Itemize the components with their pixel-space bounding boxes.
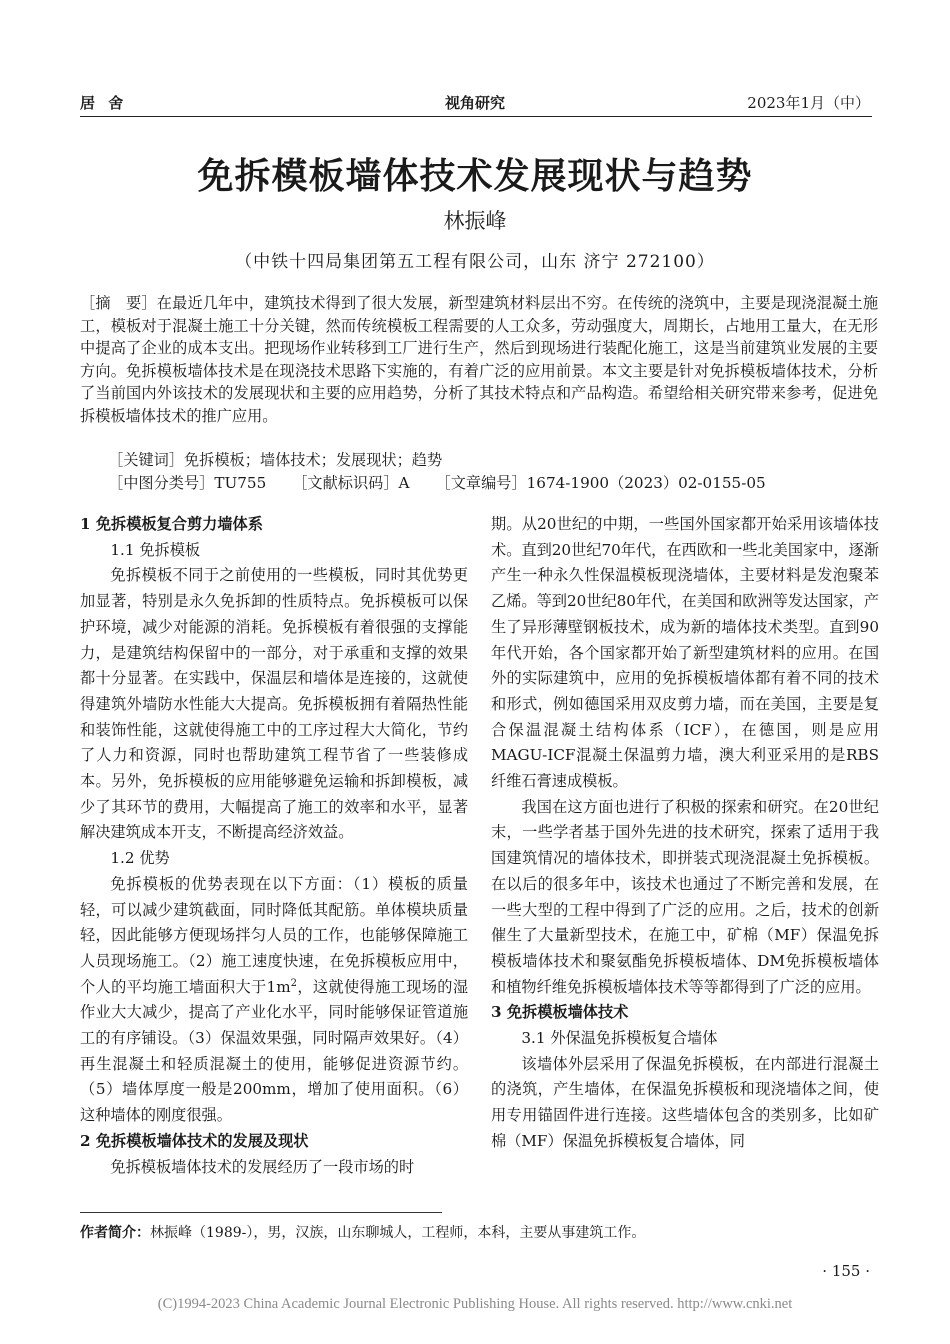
- author-name: 林振峰: [443, 209, 507, 233]
- paragraph-continued: 期。从20世纪的中期，一些国外国家都开始采用该墙体技术。直到20世纪70年代，在西欧和一些北美国家中，逐渐产生一种永久性保温模板现浇墙体，主要材料是发泡聚苯乙烯。等到20世纪80年代，在美国和欧洲等发达国家，产生了异形薄壁钢板技术，成为新的墙体技术类型。直到90年代开始，各个国家都开始了新型建筑材料的应用。在国外的实际建筑中，应用的免拆模板墙体都有着不同的技术和形式，例如德国采用双皮剪力墙，而在美国，主要是复合保温混凝土结构体系（ICF），在德国，则是应用MAGU-ICF混凝土保温剪力墙，澳大利亚采用的是RBS纤维石膏速成模板。: [491, 515, 879, 791]
- paragraph: 该墙体外层采用了保温免拆模板，在内部进行混凝土的浇筑，产生墙体，在保温免拆模板和现浇墙体之间，使用专用锚固件进行连接。这些墙体包含的类别多，比如矿棉（MF）保温免拆模板复合墙体，同: [491, 1054, 879, 1150]
- clc-value: TU755: [214, 474, 267, 492]
- doc-code-label: ［文献标识码］: [292, 474, 399, 492]
- article-number-label: ［文章编号］: [435, 474, 527, 492]
- abstract-text: 在最近几年中，建筑技术得到了很大发展，新型建筑材料层出不穷。在传统的浇筑中，主要是现浇混凝土施工，模板对于混凝土施工十分关键，然而传统模板工程需要的人工众多，劳动强度大，周期长，占地用工量大，在无形中提高了企业的成本支出。把现场作业转移到工厂进行生产，然后到现场进行装配化施工，这是当前建筑业发展的主要方向。免拆模板墙体技术是在现浇技术思路下实施的，有着广泛的应用前景。本文主要是针对免拆模板墙体技术，分析了当前国内外该技术的发展现状和主要的应用趋势，分析了其技术特点和产品构造。希望给相关研究带来参考，促进免拆模板墙体技术的推广应用。: [80, 294, 879, 425]
- paragraph: [80, 872, 468, 1129]
- footnote-text: 林振峰（1989-），男，汉族，山东聊城人，工程师，本科，主要从事建筑工作。: [150, 1225, 646, 1241]
- paragraph-text: ，这就使得施工现场的湿作业大大减少，提高了产业化水平，同时能够保证管道施工的有序铺设。（3）保温效果强，同时隔声效果好。（4）再生混凝土和轻质混凝土的使用，能够促进资源节约。（5）墙体厚度一般是200mm，增加了使用面积。（6）这种墙体的刚度很强。: [80, 977, 469, 1125]
- subsection-heading-1-1: 1.1 免拆模板: [110, 540, 201, 559]
- running-header-left: 居 舍: [80, 94, 128, 112]
- running-header-center: 视角研究: [444, 94, 505, 112]
- superscript: 2: [290, 977, 297, 989]
- subsection-heading-3-1: 3.1 外保温免拆模板复合墙体: [521, 1029, 718, 1048]
- header-rule: [80, 116, 872, 117]
- article-title: 免拆模板墙体技术发展现状与趋势: [197, 155, 753, 197]
- article-number-value: 1674-1900（2023）02-0155-05: [526, 474, 766, 492]
- keywords: [108, 449, 442, 470]
- clc-label: ［中图分类号］: [108, 474, 215, 492]
- paragraph-text: 免拆模板的优势表现在以下方面：（1）模板的质量轻，可以减少建筑截面，同时降低其配筋。单体模块质量轻，因此能够方便现场拌匀人员的工作，也能够保障施工人员现场施工。（2）施工速度快速，在免拆模板应用中，个人的平均施工墙面积大于1m: [80, 874, 468, 996]
- section-heading-3: 3 免拆模板墙体技术: [491, 1003, 629, 1022]
- abstract: [80, 292, 878, 428]
- right-column: [491, 512, 879, 1155]
- section-heading-1: 1 免拆模板复合剪力墙体系: [80, 515, 263, 533]
- section-heading-2: 2 免拆模板墙体技术的发展及现状: [80, 1131, 309, 1150]
- doc-code-value: A: [398, 474, 410, 492]
- author-footnote: [80, 1222, 645, 1242]
- page-number: · 155 ·: [822, 1262, 870, 1280]
- paragraph: 免拆模板墙体技术的发展经历了一段市场的时: [110, 1157, 415, 1176]
- copyright-watermark: (C)1994-2023 China Academic Journal Electronic Publishing House. All rights reserved. http://www.cnki.net: [157, 1296, 793, 1312]
- abstract-label: ［摘 要］: [80, 294, 157, 312]
- footnote-rule: [80, 1212, 442, 1213]
- subsection-heading-1-2: 1.2 优势: [110, 849, 170, 868]
- classification-line: [108, 472, 766, 493]
- running-header-date: 2023年1月（中）: [747, 94, 870, 112]
- paragraph: 免拆模板不同于之前使用的一些模板，同时其优势更加显著，特别是永久免拆卸的性质特点。免拆模板可以保护环境，减少对能源的消耗。免拆模板有着很强的支撑能力，是建筑结构保留中的一部分，对于承重和支撑的效果都十分显著。在实践中，保温层和墙体是连接的，这就使得建筑外墙防水性能大大提高。免拆模板拥有着隔热性能和装饰性能，这就使得施工中的工序过程大大简化，节约了人力和资源，同时也帮助建筑工程节省了一些装修成本。另外，免拆模板的应用能够避免运输和拆卸模板，减少了其环节的费用，大幅提高了施工的效率和水平，显著解决建筑成本开支，不断提高经济效益。: [80, 566, 468, 842]
- paragraph: 我国在这方面也进行了积极的探索和研究。在20世纪末，一些学者基于国外先进的技术研究，探索了适用于我国建筑情况的墙体技术，即拼装式现浇混凝土免拆模板。在以后的很多年中，该技术也通过了不断完善和发展，在一些大型的工程中得到了广泛的应用。之后，技术的创新催生了大量新型技术，在施工中，矿棉（MF）保温免拆模板墙体技术和聚氨酯免拆模板墙体、DM免拆模板墙体和植物纤维免拆模板墙体技术等等都得到了广泛的应用。: [491, 797, 879, 996]
- keywords-label: ［关键词］: [108, 451, 184, 469]
- left-column: [80, 512, 468, 1180]
- footnote-label: 作者简介：: [80, 1225, 150, 1241]
- keywords-text: 免拆模板；墙体技术；发展现状；趋势: [183, 451, 443, 469]
- author-affiliation: （中铁十四局集团第五工程有限公司，山东 济宁 272100）: [235, 252, 715, 272]
